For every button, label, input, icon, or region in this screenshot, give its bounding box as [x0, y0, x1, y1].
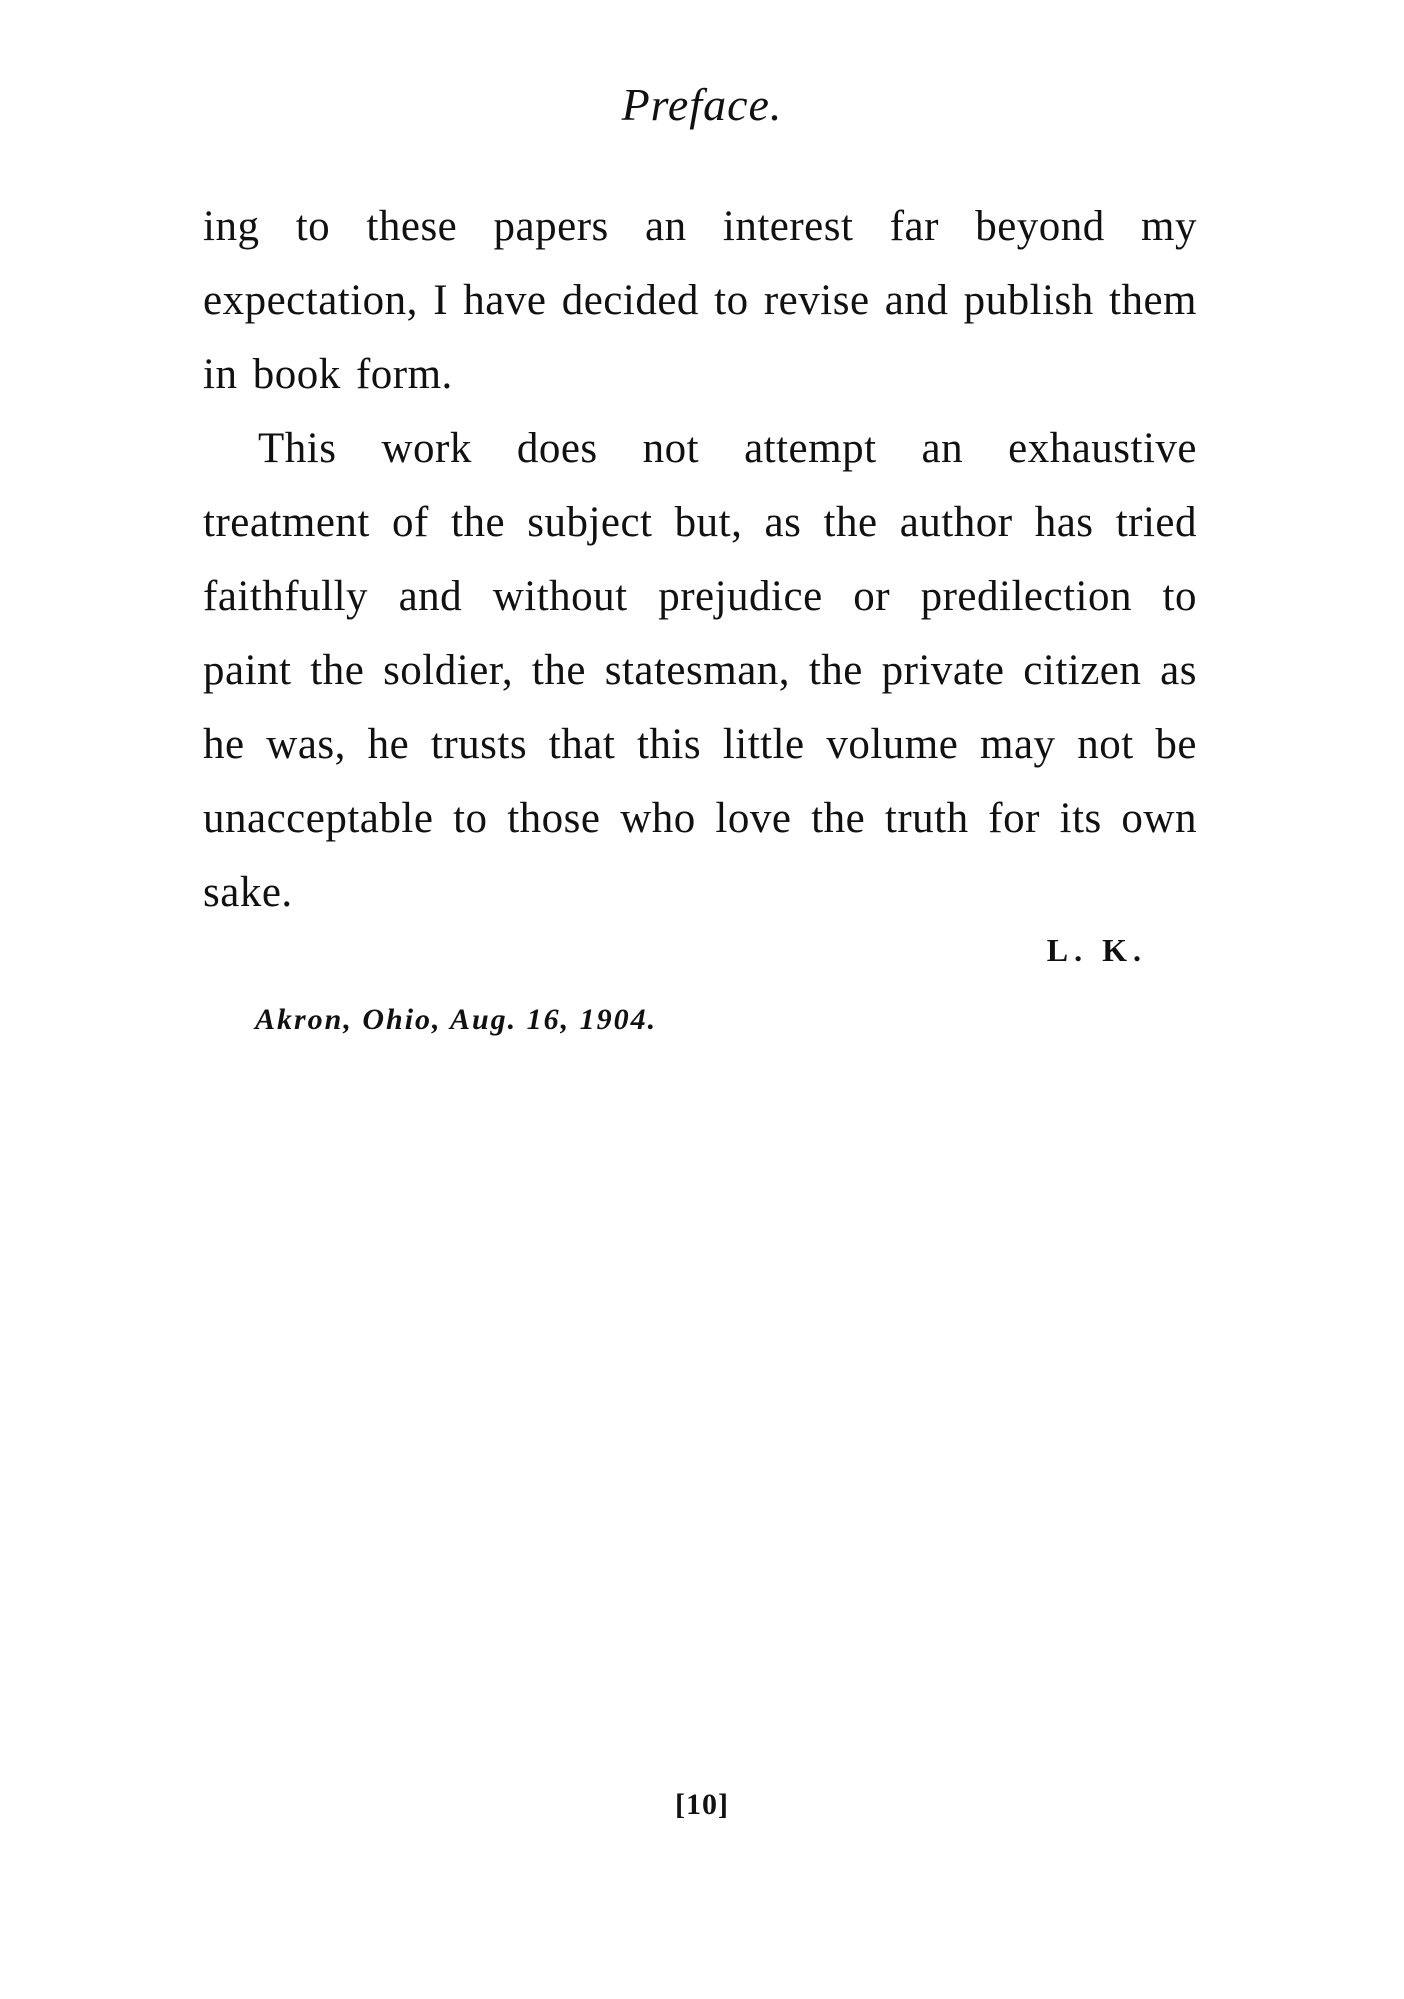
place-date-line: Akron, Ohio, Aug. 16, 1904.: [255, 1003, 658, 1036]
page-number: [10]: [675, 1788, 729, 1821]
paragraph-continuation: ing to these papers an interest far beyond my expectation, I have decided to revise and publish them in book form.: [203, 203, 1197, 398]
author-initials: L. K.: [1046, 932, 1147, 968]
paragraph-main: This work does not attempt an exhaustive treatment of the subject but, as the author has tried faithfully and without prejudice or predilection to paint the soldier, the statesman, the private citizen as he was, he trusts that this little volume may not be unacceptable to those who love the truth for its own sake.: [203, 425, 1197, 916]
preface-body: [203, 190, 1197, 930]
running-head-title: Preface.: [621, 79, 783, 130]
